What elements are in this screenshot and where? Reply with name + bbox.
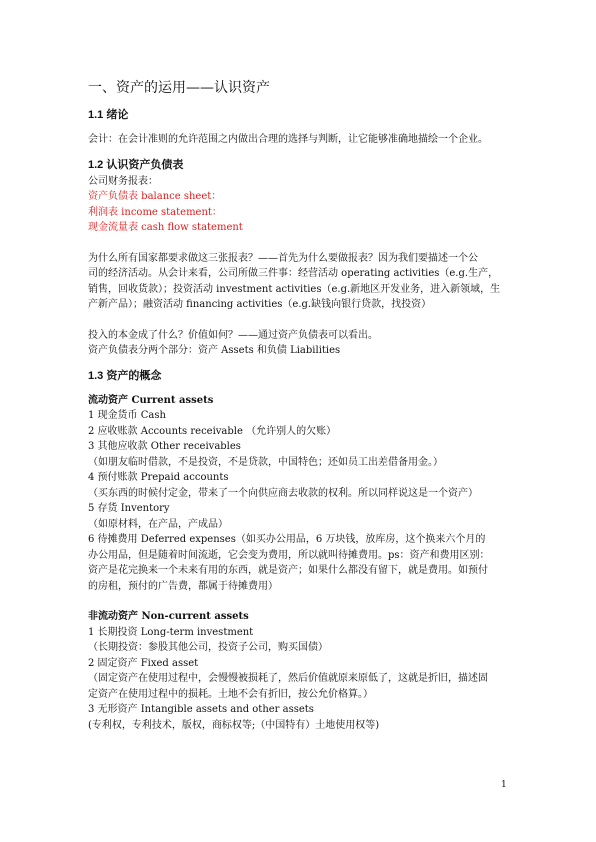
page-title: 一、资产的运用——认识资产 xyxy=(88,80,270,96)
paragraph-line: 司的经济活动。从会计来看，公司所做三件事：经营活动 operating activities（e.g.生产， xyxy=(88,268,499,279)
page-number: 1 xyxy=(501,780,507,790)
section-heading-1-1: 1.1 绪论 xyxy=(88,109,129,121)
current-assets-line: 3 其他应收款 Other receivables xyxy=(88,441,241,452)
noncurrent-assets-line: 1 长期投资 Long-term investment xyxy=(88,626,254,638)
current-assets-line: 的房租，预付的广告费，都属于待摊费用） xyxy=(88,580,278,592)
noncurrent-assets-heading: 非流动资产 Non-current assets xyxy=(88,611,249,622)
paragraph-line: 投入的本金成了什么？价值如何？——通过资产负债表可以看出。 xyxy=(88,329,378,341)
accounting-definition: 会计：在会计准则的允许范围之内做出合理的选择与判断，让它能够准确地描绘一个企业。 xyxy=(88,134,488,145)
current-assets-line: 资产是花完换来一个未来有用的东西，就是资产；如果什么都没有留下，就是费用。如预付 xyxy=(88,565,488,576)
current-assets-line: 1 现金货币 Cash xyxy=(88,410,166,421)
statement-balance-sheet: 资产负债表 balance sheet： xyxy=(88,191,222,202)
current-assets-line: （如朋友临时借款，不是投资，不是贷款，中国特色；还如员工出差借备用金。） xyxy=(88,456,443,468)
paragraph-line: 销售，回收货款）；投资活动 investment activities（e.g.新地区开发业务，进入新领域，生 xyxy=(88,283,501,295)
section-heading-1-2: 1.2 认识资产负债表 xyxy=(88,158,184,171)
paragraph-line: 产新产品）；融资活动 financing activities（e.g.缺钱向银行贷款，找投资） xyxy=(88,299,432,310)
current-assets-line: 4 预付账款 Prepaid accounts xyxy=(88,472,229,483)
noncurrent-assets-line: （长期投资：参股其他公司，投资子公司，购买国债） xyxy=(88,642,328,653)
current-assets-line: （如原材料，在产品，产成品） xyxy=(88,518,228,530)
noncurrent-assets-line: （固定资产在使用过程中，会慢慢被损耗了，然后价值就原来原低了，这就是折旧，描述固 xyxy=(88,673,488,684)
document-page xyxy=(88,78,508,733)
current-assets-line: 办公用品，但是随着时间流逝，它会变为费用，所以就叫待摊费用。ps：资产和费用区别： xyxy=(88,549,490,561)
noncurrent-assets-line: 3 无形资产 Intangible assets and other assets xyxy=(88,704,314,715)
current-assets-line: （买东西的时候付定金，带来了一个向供应商去收款的权利。所以同样说这是一个资产） xyxy=(88,487,478,499)
paragraph-line: 资产负债表分两个部分：资产 Assets 和负债 Liabilities xyxy=(88,345,341,356)
statement-cash-flow: 现金流量表 cash flow statement xyxy=(88,222,243,233)
statement-income: 利润表 income statement： xyxy=(88,206,222,218)
current-assets-line: 6 待摊费用 Deferred expenses（如买办公用品，6 万块钱，放库房，这个换来六个月的 xyxy=(88,534,486,545)
statements-intro: 公司财务报表： xyxy=(88,175,158,187)
noncurrent-assets-line: (专利权，专利技术，版权，商标权等;（中国特有）土地使用权等) xyxy=(88,719,380,731)
noncurrent-assets-line: 2 固定资产 Fixed asset xyxy=(88,657,199,669)
current-assets-heading: 流动资产 Current assets xyxy=(88,394,214,406)
current-assets-line: 5 存货 Inventory xyxy=(88,503,170,514)
section-heading-1-3: 1.3 资产的概念 xyxy=(88,369,162,382)
paragraph-line: 为什么所有国家都要求做这三张报表？——首先为什么要做报表？因为我们要描述一个公 xyxy=(88,252,478,264)
current-assets-line: 2 应收账款 Accounts receivable （允许别人的欠账） xyxy=(88,425,337,437)
noncurrent-assets-line: 定资产在使用过程中的损耗。土地不会有折旧，按公允价格算。） xyxy=(88,688,373,700)
